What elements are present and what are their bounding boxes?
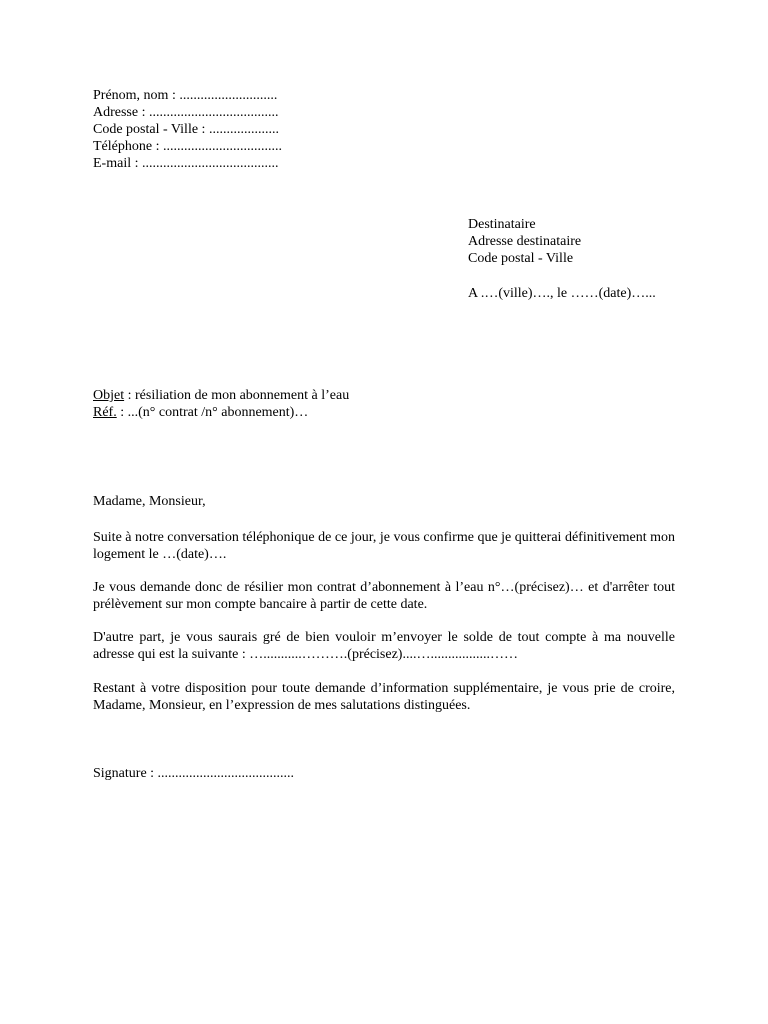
subject-block (93, 387, 349, 421)
sender-email-line: E-mail : ....................................... (93, 156, 279, 171)
subject-text: : résiliation de mon abonnement à l’eau (124, 388, 350, 403)
salutation: Madame, Monsieur, (93, 494, 206, 509)
place-date-line: A .…(ville)…., le ……(date)…... (468, 286, 656, 301)
reference-text: : ...(n° contrat /n° abonnement)… (116, 405, 309, 420)
reference-label: Réf. (93, 405, 117, 420)
subject-label: Objet (93, 388, 125, 403)
recipient-address: Adresse destinataire (468, 234, 582, 249)
body-paragraph-2: Je vous demande donc de résilier mon contrat d’abonnement à l’eau n°…(précisez)… et d'arrêter tout prélèvement sur mon compte bancaire à partir de cette date. (93, 580, 675, 612)
sender-phone-line: Téléphone : .................................. (93, 139, 282, 154)
recipient-postal: Code postal - Ville (468, 251, 574, 266)
subject-line (93, 387, 349, 404)
sender-postal-line: Code postal - Ville : .................... (93, 122, 279, 137)
body-paragraph-1: Suite à notre conversation téléphonique de ce jour, je vous confirme que je quitterai définitivement mon logement le …(date)…. (93, 530, 675, 562)
recipient-name: Destinataire (468, 217, 536, 232)
signature-line: Signature : ....................................... (93, 766, 295, 781)
reference-line (93, 404, 349, 421)
body-paragraph-3: D'autre part, je vous saurais gré de bien vouloir m’envoyer le solde de tout compte à ma nouvelle adresse qui est la suivante : …...........……….(précisez)....….................…… (93, 630, 675, 662)
sender-name-line: Prénom, nom : ............................ (93, 88, 278, 103)
sender-block (93, 87, 282, 172)
closing-paragraph: Restant à votre disposition pour toute demande d’information supplémentaire, je vous prie de croire, Madame, Monsieur, en l’expression de mes salutations distinguées. (93, 681, 675, 713)
sender-address-line: Adresse : ..................................... (93, 105, 279, 120)
recipient-block (468, 216, 581, 267)
